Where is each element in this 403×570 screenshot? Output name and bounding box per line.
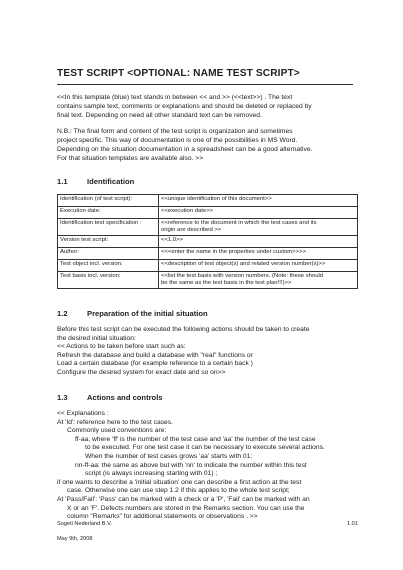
table-value — [159, 260, 358, 272]
preparation-line: Before this test script can be executed the following actions should be taken to create — [57, 326, 310, 333]
table-value-line: <<1.0>> — [161, 237, 183, 243]
table-key: Test basis incl. version: — [58, 272, 159, 289]
table-row — [58, 219, 358, 236]
table-value — [159, 195, 358, 207]
actions-line: Commonly used conventions are: — [67, 427, 167, 435]
table-value — [159, 272, 358, 289]
table-key: Execution date: — [58, 207, 159, 219]
table-value-line: <<<enter the name in the properties under custom>>>> — [161, 249, 306, 255]
actions-line: nn-ff-aa: the same as above but with 'nn' to indicate the number within this test — [75, 461, 307, 469]
table-key: Identification (of test script): — [58, 195, 159, 207]
actions-line: script (is always increasing starting with 01) ; — [85, 470, 218, 478]
intro-line: contains sample text, comments or explanations and should be deleted or replaced by — [57, 103, 312, 110]
table-key: Author: — [58, 248, 159, 260]
footer-date: May 9th, 2008 — [57, 536, 93, 542]
actions-line: X or an 'F'. Defects numbers are stored in the Remarks section. You can use the — [67, 504, 305, 512]
intro-paragraph — [57, 93, 357, 120]
actions-line: When the number of test cases grows 'aa' starts with 01; — [85, 452, 253, 460]
section-number: 1.3 — [57, 393, 68, 402]
preparation-line: Configure the desired system for exact date and so on>> — [57, 368, 226, 376]
document-title: TEST SCRIPT <OPTIONAL: NAME TEST SCRIPT> — [57, 68, 300, 79]
footer-version: 1.01 — [347, 521, 358, 527]
table-row — [58, 236, 358, 248]
section-title: Actions and controls — [87, 393, 163, 402]
preparation-line: the desired initial situation: — [57, 334, 136, 342]
note-line: N.B.: The final form and content of the test script is organization and sometimes — [57, 128, 293, 135]
table-row — [58, 248, 358, 260]
table-value — [159, 236, 358, 248]
section-title: Identification — [87, 177, 135, 186]
table-value-line: origin are described >> — [161, 227, 222, 233]
table-row — [58, 195, 358, 207]
section-number: 1.1 — [57, 177, 68, 186]
intro-line: final text. Depending on need all other standard text can be removed. — [57, 112, 262, 119]
table-value-line: be the same as the test basis in the test plan!!!)>> — [161, 280, 292, 286]
section-title: Preparation of the initial situation — [87, 309, 208, 318]
preparation-paragraph — [57, 326, 362, 378]
section-heading-actions — [57, 393, 163, 402]
preparation-line: Refresh the database and build a database with "real" functions or — [57, 351, 253, 359]
preparation-line: << Actions to be taken before start such as: — [57, 343, 186, 351]
note-paragraph — [57, 127, 357, 163]
actions-line: At 'Pass/Fail': 'Pass' can be marked with a check or a 'P', 'Fail' can be marked with an — [57, 495, 310, 503]
actions-line: to be executed. For one test case it can be necessary to execute several actions. — [85, 444, 325, 452]
table-value-line: <<description of test object(s) and related version number(s)>> — [161, 261, 326, 267]
section-heading-preparation — [57, 309, 208, 318]
actions-line: << Explanations : — [57, 410, 109, 417]
section-number: 1.2 — [57, 309, 68, 318]
table-value — [159, 219, 358, 236]
table-key: Version test script: — [58, 236, 159, 248]
table-value-line: <<reference to the document in which the test cases and its — [161, 220, 317, 226]
table-value-line: <<list the test basis with version numbers. (Note: these should — [161, 273, 324, 279]
table-row — [58, 207, 358, 219]
actions-line: column "Remarks" for additional statements or observations . >> — [67, 513, 258, 521]
table-key: Identification test specification : — [58, 219, 159, 236]
actions-explanation — [57, 410, 362, 522]
preparation-line: Load a certain database (for example reference to a certain back ) — [57, 360, 253, 368]
table-value — [159, 207, 358, 219]
intro-line: <<In this template (blue) text stands in between << and >> (<<text>>) . The text — [57, 94, 293, 101]
actions-line: ff-aa, where 'ff' is the number of the test case and 'aa' the number of the test case — [75, 435, 316, 443]
identification-table — [57, 194, 358, 289]
title-rule — [57, 84, 353, 85]
table-value-line: <<execution date>> — [161, 208, 214, 214]
table-value-line: <<unique identification of this document>> — [161, 196, 272, 202]
note-line: project specific. This way of documentation is one of the possibilities in MS Word. — [57, 137, 298, 144]
footer-company: Sogeti Nederland B.V. — [57, 521, 112, 527]
section-heading-identification — [57, 177, 134, 186]
note-line: For that situation templates are available also. >> — [57, 155, 204, 162]
actions-line: case. Otherwise one can use step 1.2 if this applies to the whole test script; — [67, 487, 290, 495]
actions-line: At 'Id': reference here to the test cases. — [57, 418, 173, 426]
note-line: Depending on the situation documentation in a spreadsheet can be a good alternative. — [57, 146, 313, 153]
table-row — [58, 260, 358, 272]
actions-line: if one wants to describe a 'initial situation' one can describe a first action at the test — [57, 478, 302, 486]
table-value — [159, 248, 358, 260]
table-key: Test object incl. version: — [58, 260, 159, 272]
table-row — [58, 272, 358, 289]
